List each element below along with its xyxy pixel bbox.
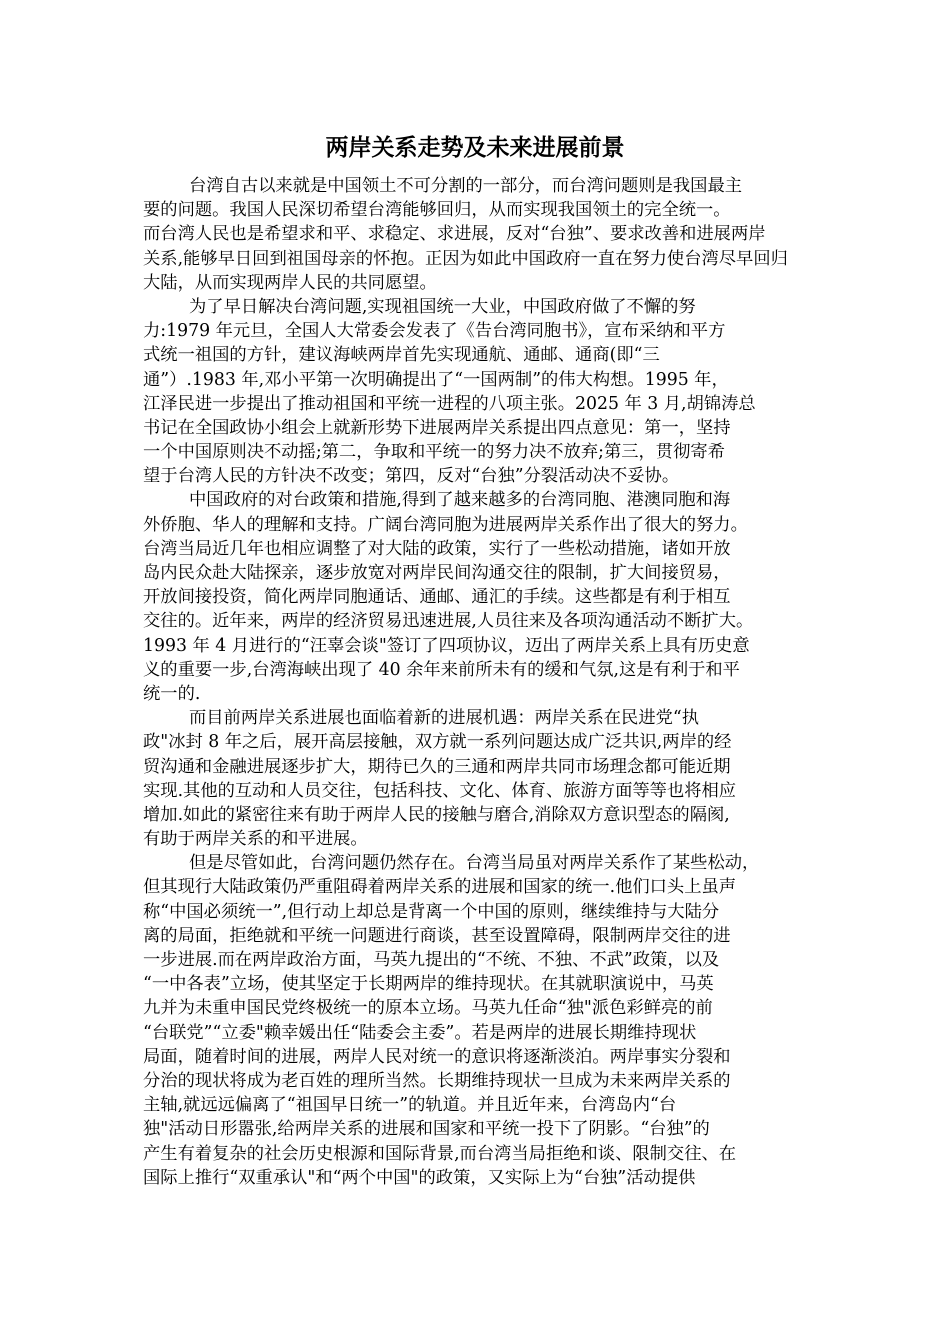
text-line: 但其现行大陆政策仍严重阻碍着两岸关系的进展和国家的统一.他们口头上虽声 [143,877,737,898]
paragraph-1 [143,174,833,295]
text-line: 但是尽管如此，台湾问题仍然存在。台湾当局虽对两岸关系作了某些松动， [189,853,760,874]
text-line: 书记在全国政协小组会上就新形势下进展两岸关系提出四点意见：第一，坚持 [143,417,731,438]
text-line: 统一的. [143,683,201,704]
text-line: 交往的。近年来，两岸的经济贸易迅速进展,人员往来及各项沟通活动不断扩大。 [143,611,754,632]
text-line: 一个中国原则决不动摇;第二，争取和平统一的努力决不放弃;第三，贯彻寄希 [143,442,725,463]
text-line: 贸沟通和金融进展逐步扩大，期待已久的三通和两岸共同市场理念都可能近期 [143,756,731,777]
paragraph-4 [143,706,833,851]
text-line: 离的局面，拒绝就和平统一问题进行商谈，甚至设置障碍，限制两岸交往的进 [143,925,731,946]
text-line: 外侨胞、华人的理解和支持。广阔台湾同胞为进展两岸关系作出了很大的努力。 [143,514,748,535]
text-line: 分治的现状将成为老百姓的理所当然。长期维持现状一旦成为未来两岸关系的 [143,1070,731,1091]
text-line: 产生有着复杂的社会历史根源和国际背景,而台湾当局拒绝和谈、限制交往、在 [143,1143,737,1164]
text-line: 实现.其他的互动和人员交往，包括科技、文化、体育、旅游方面等等也将相应 [143,780,737,801]
paragraph-5 [143,851,833,1190]
text-line: 义的重要一步,台湾海峡出现了 40 余年来前所未有的缓和气氛,这是有利于和平 [143,659,740,680]
text-line: 政"冰封 8 年之后，展开高层接触，双方就一系列问题达成广泛共识,两岸的经 [143,732,732,753]
text-line: 大陆，从而实现两岸人民的共同愿望。 [143,272,437,293]
text-line: 望于台湾人民的方针决不改变；第四，反对“台独”分裂活动决不妥协。 [143,466,680,487]
text-line: 而台湾人民也是希望求和平、求稳定、求进展，反对“台独”、要求改善和进展两岸 [143,224,766,245]
text-line: 中国政府的对台政策和措施,得到了越来越多的台湾同胞、港澳同胞和海 [189,490,731,511]
text-line: 式统一祖国的方针，建议海峡两岸首先实现通航、通邮、通商(即“三 [143,345,660,366]
text-line: 称“中国必须统一”,但行动上却总是背离一个中国的原则，继续维持与大陆分 [143,901,720,922]
document-title: 两岸关系走势及未来进展前景 [325,135,625,161]
text-line: 1993 年 4 月进行的“汪辜会谈"签订了四项协议，迈出了两岸关系上具有历史意 [143,635,750,656]
text-line: 国际上推行“双重承认"和“两个中国"的政策，又实际上为“台独”活动提供 [143,1167,696,1188]
text-line: 岛内民众赴大陆探亲，逐步放宽对两岸民间沟通交往的限制，扩大间接贸易， [143,563,731,583]
text-line: 为了早日解决台湾问题,实现祖国统一大业，中国政府做了不懈的努 [189,296,696,317]
text-line: 开放间接投资，简化两岸同胞通话、通邮、通汇的手续。这些都是有利于相互 [143,587,731,608]
document-body [143,174,833,1190]
text-line: 增加.如此的紧密往来有助于两岸人民的接触与磨合,消除双方意识型态的隔阂, [143,804,730,825]
text-line: 而目前两岸关系进展也面临着新的进展机遇：两岸关系在民进党“执 [189,708,699,729]
text-line: 江泽民进一步提出了推动祖国和平统一进程的八项主张。2025 年 3 月,胡锦涛总 [143,393,756,414]
text-line: 局面，随着时间的进展，两岸人民对统一的意识将逐渐淡泊。两岸事实分裂和 [143,1046,731,1067]
paragraph-3 [143,488,833,706]
paragraph-2 [143,295,833,489]
text-line: 独"活动日形嚣张,给两岸关系的进展和国家和平统一投下了阴影。“台独”的 [143,1119,710,1140]
text-line: 力:1979 年元旦，全国人大常委会发表了《告台湾同胞书》，宣布采纳和平方 [143,321,726,342]
text-line: 九并为未重申国民党终极统一的原本立场。马英九任命“独"派色彩鲜亮的前 [143,998,713,1019]
text-line: 关系,能够早日回到祖国母亲的怀抱。正因为如此中国政府一直在努力使台湾尽早回归 [143,248,788,269]
text-line: 台湾当局近几年也相应调整了对大陆的政策，实行了一些松动措施，诸如开放 [143,538,731,559]
text-line: 主轴,就远远偏离了“祖国早日统一”的轨道。并且近年来，台湾岛内“台 [143,1095,677,1116]
text-line: “一中各表”立场，使其坚定于长期两岸的维持现状。在其就职演说中，马英 [143,974,714,995]
text-line: 一步进展.而在两岸政治方面，马英九提出的“不统、不独、不武”政策，以及 [143,950,720,970]
text-line: 要的问题。我国人民深切希望台湾能够回归，从而实现我国领土的完全统一。 [143,200,731,221]
text-line: 通”）.1983 年,邓小平第一次明确提出了“一国两制”的伟大构想。1995 年， [143,369,729,390]
text-line: “台联党”“立委"赖幸媛出任“陆委会主委”。若是两岸的进展长期维持现状 [143,1022,697,1043]
text-line: 台湾自古以来就是中国领土不可分割的一部分，而台湾问题则是我国最主 [189,176,743,196]
text-line: 有助于两岸关系的和平进展。 [143,829,368,850]
